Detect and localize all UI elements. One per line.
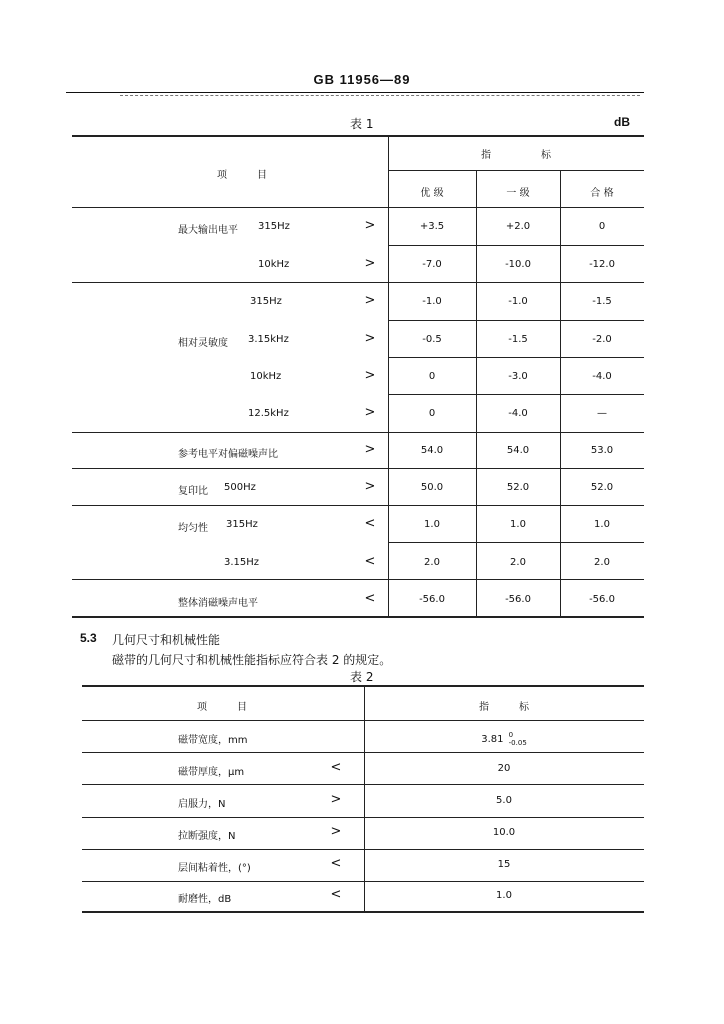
table1-value: -56.0 — [419, 594, 445, 605]
table1-value: -56.0 — [505, 594, 531, 605]
table2-value-with-tolerance — [364, 731, 644, 747]
table1-group-label: 整体消磁噪声电平 — [178, 598, 258, 609]
table1-value: 0 — [428, 371, 436, 382]
table1-compare: > — [364, 368, 376, 383]
table1-group-rule — [72, 432, 644, 433]
table1-group-label: 均匀性 — [178, 523, 208, 534]
table1-group-rule — [72, 282, 644, 283]
table1-group-rule — [72, 505, 644, 506]
table2-item: 耐磨性，dB — [178, 894, 232, 905]
table1-value: 52.0 — [506, 482, 530, 493]
table2-compare: > — [330, 824, 342, 839]
table2-bottom-rule — [82, 911, 644, 913]
table2-item: 启服力，N — [178, 799, 226, 810]
table1-value: 52.0 — [590, 482, 614, 493]
table1-group-label: 复印比 — [178, 486, 208, 497]
table1-header-grade: 一 级 — [506, 188, 530, 199]
table1-header-grade: 优 级 — [420, 188, 444, 199]
table1-unit: dB — [614, 115, 630, 129]
table1-value: 1.0 — [510, 519, 526, 530]
table1-compare: < — [364, 516, 376, 531]
table1-header-divider — [388, 170, 644, 171]
table1-value: -2.0 — [592, 334, 612, 345]
table1-row-rule — [388, 394, 644, 395]
table1-vrule — [476, 170, 477, 617]
table1-value: 54.0 — [506, 445, 530, 456]
table2-value: 5.0 — [496, 795, 512, 806]
table2-caption: 表 2 — [350, 670, 374, 684]
table2-item: 层间粘着性，(°) — [178, 863, 251, 874]
table1-value: 1.0 — [424, 519, 440, 530]
table1-compare: > — [364, 293, 376, 308]
table1-compare: > — [364, 479, 376, 494]
table1-freq: 315Hz — [226, 519, 258, 530]
table1-value: -4.0 — [508, 408, 528, 419]
table2-compare: > — [330, 792, 342, 807]
table1-value: -0.5 — [422, 334, 442, 345]
table1-header-item: 项 目 — [217, 170, 267, 181]
table1-row-rule — [388, 245, 644, 246]
table2-row-rule — [82, 752, 644, 753]
table2-value: 15 — [497, 859, 511, 870]
table2-header-item: 项 目 — [197, 702, 247, 713]
table1-value: +3.5 — [419, 221, 445, 232]
table1-freq: 3.15kHz — [248, 334, 289, 345]
table1-value: -56.0 — [589, 594, 615, 605]
table1-vrule — [560, 170, 561, 617]
table2-header-bottom — [82, 720, 644, 721]
table1-freq: 315Hz — [258, 221, 290, 232]
tolerance — [509, 731, 527, 747]
table2-compare: < — [330, 760, 342, 775]
table1-value: 0 — [428, 408, 436, 419]
table1-value: +2.0 — [505, 221, 531, 232]
table1-caption: 表 1 — [350, 117, 374, 131]
table1-header-indicator: 指 标 — [481, 150, 551, 161]
table2-value: 3.81 — [481, 734, 504, 745]
table1-top-rule — [72, 135, 644, 137]
table2-item: 磁带厚度，μm — [178, 767, 245, 778]
table1-header-bottom — [72, 207, 644, 208]
document-code: GB 11956—89 — [313, 72, 411, 87]
table1-freq: 315Hz — [250, 296, 282, 307]
table1-value: 2.0 — [424, 557, 440, 568]
table2 — [82, 685, 644, 913]
table1-value: 50.0 — [420, 482, 444, 493]
section-text: 磁带的几何尺寸和机械性能指标应符合表 2 的规定。 — [112, 653, 392, 667]
table1-freq: 10kHz — [250, 371, 282, 382]
table1-freq: 3.15Hz — [224, 557, 260, 568]
table1-compare: > — [364, 405, 376, 420]
table2-compare: < — [330, 856, 342, 871]
table1-value: -1.0 — [508, 296, 528, 307]
table2-row-rule — [82, 784, 644, 785]
table2-compare: < — [330, 887, 342, 902]
table2-value: 20 — [497, 763, 511, 774]
tolerance-lower: -0.05 — [508, 739, 527, 747]
table1-value: -12.0 — [589, 259, 615, 270]
table1-value: -1.5 — [592, 296, 612, 307]
table2-value: 10.0 — [492, 827, 516, 838]
section-title: 几何尺寸和机械性能 — [112, 633, 221, 647]
table1-row-rule — [388, 542, 644, 543]
table1-value: 0 — [598, 221, 606, 232]
table1-value: 2.0 — [594, 557, 610, 568]
tolerance-upper: 0 — [508, 731, 514, 739]
table1-compare: > — [364, 218, 376, 233]
table1-value: -4.0 — [592, 371, 612, 382]
table2-item: 拉断强度，N — [178, 831, 236, 842]
table1-compare: > — [364, 331, 376, 346]
table1-group-rule — [72, 468, 644, 469]
table2-header-indicator: 指 标 — [479, 702, 529, 713]
table1-value: 1.0 — [594, 519, 610, 530]
header-rule-dashes — [120, 95, 640, 96]
table2-row-rule — [82, 817, 644, 818]
table2-value: 1.0 — [496, 890, 512, 901]
table1-row-rule — [388, 320, 644, 321]
table2-row-rule — [82, 881, 644, 882]
table1-group-label: 最大输出电平 — [178, 225, 238, 236]
table1-group-rule — [72, 579, 644, 580]
table1-group-label: 相对灵敏度 — [178, 338, 228, 349]
header-rule — [66, 92, 644, 93]
table1-value: — — [597, 408, 607, 419]
table1-value: -7.0 — [422, 259, 442, 270]
table2-row-rule — [82, 849, 644, 850]
table1-value: -10.0 — [505, 259, 531, 270]
table1-value: -1.0 — [422, 296, 442, 307]
table1-freq: 12.5kHz — [248, 408, 289, 419]
table1 — [72, 135, 644, 617]
table1-compare: > — [364, 442, 376, 457]
table1-compare: < — [364, 591, 376, 606]
table1-compare: < — [364, 554, 376, 569]
table1-freq: 500Hz — [224, 482, 256, 493]
table1-header-grade: 合 格 — [590, 188, 614, 199]
table1-value: 2.0 — [510, 557, 526, 568]
table1-value: 54.0 — [420, 445, 444, 456]
table1-freq: 10kHz — [258, 259, 290, 270]
table1-value: -3.0 — [508, 371, 528, 382]
table2-item: 磁带宽度，mm — [178, 735, 248, 746]
table1-compare: > — [364, 256, 376, 271]
table1-bottom-rule — [72, 616, 644, 618]
table1-value: 53.0 — [590, 445, 614, 456]
table1-group-label: 参考电平对偏磁噪声比 — [178, 449, 278, 460]
table1-value: -1.5 — [508, 334, 528, 345]
table1-row-rule — [388, 357, 644, 358]
table2-top-rule — [82, 685, 644, 687]
section-number: 5.3 — [80, 631, 97, 645]
